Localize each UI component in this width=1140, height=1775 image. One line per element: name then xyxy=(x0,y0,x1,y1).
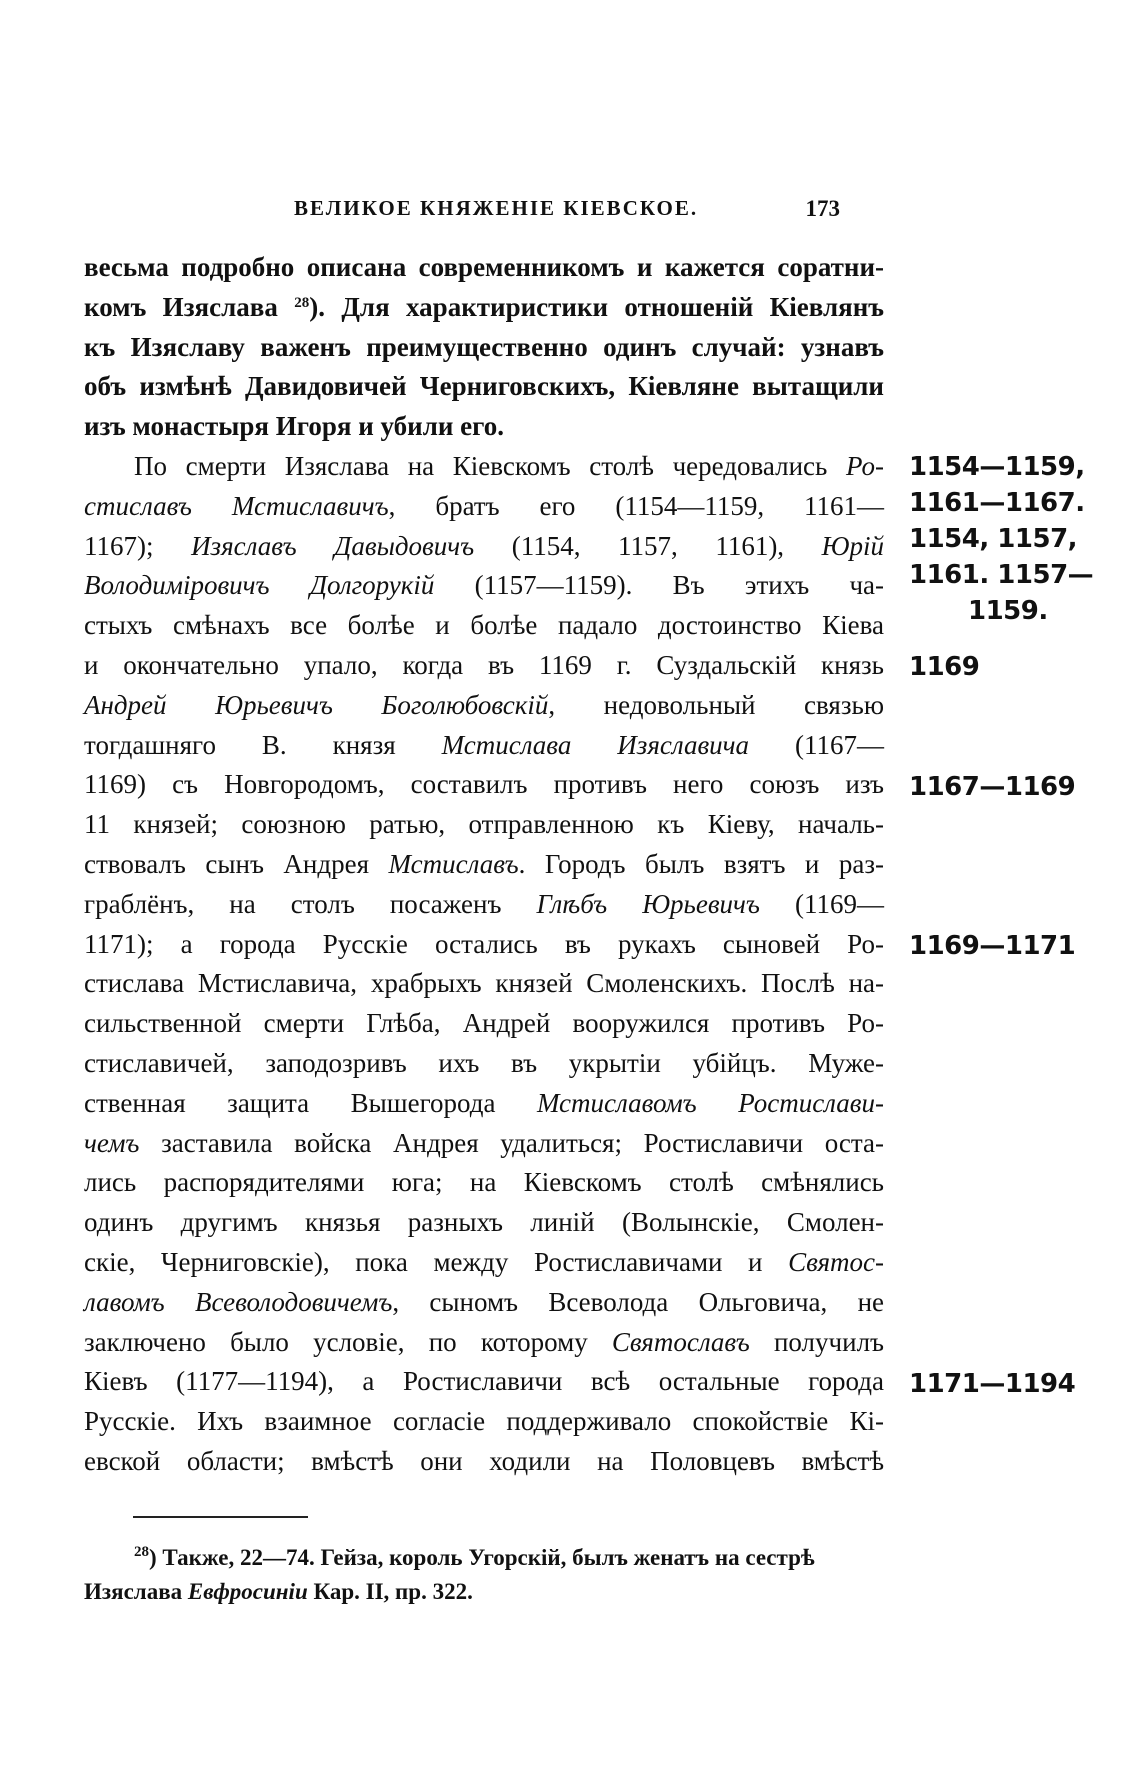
margin-date-note: 1154—1159, xyxy=(909,452,1085,482)
text-line: По смерти Изяслава на Кіевскомъ столѣ чередовались Ро- xyxy=(134,450,884,481)
text-line: стиславъ Мстиславичъ, братъ его (1154—1159, 1161— xyxy=(84,490,885,521)
text-line: комъ Изяслава $^{28}$). Для характиристики отношеній Кіевлянъ xyxy=(84,291,884,322)
footnote-reference: 28 xyxy=(294,294,310,311)
text-line: скіе, Черниговскіе), пока между Ростиславичами и Святос- xyxy=(84,1246,884,1277)
text-line: 1167); Изяславъ Давыдовичъ (1154, 1157, 1161), Юрій xyxy=(84,530,884,561)
margin-date-note: 1169—1171 xyxy=(909,931,1076,961)
text-line: Андрей Юрьевичъ Боголюбовскій, недовольный связью xyxy=(84,689,884,720)
margin-date-note: 1161. 1157— xyxy=(909,560,1094,590)
margin-date-note: 1154, 1157, xyxy=(909,524,1078,554)
text-line: евской области; вмѣстѣ они ходили на Половцевъ вмѣстѣ xyxy=(84,1445,884,1476)
text-line: одинъ другимъ князья разныхъ линій (Волынскіе, Смолен- xyxy=(84,1207,884,1238)
text-line: стыхъ смѣнахъ все болѣе и болѣе падало достоинство Кіева xyxy=(84,610,884,641)
text-line: стислава Мстиславича, храбрыхъ князей Смоленскихъ. Послѣ на- xyxy=(84,968,884,999)
margin-date-note: 1169 xyxy=(909,652,980,682)
text-line: стиславичей, заподозривъ ихъ въ укрытіи убійцъ. Муже- xyxy=(84,1047,884,1078)
text-line: 11 князей; союзною ратью, отправленною къ Кіеву, началь- xyxy=(84,809,884,840)
text-line: ственная защита Вышегорода Мстиславомъ Ростислави- xyxy=(84,1087,884,1118)
margin-date-note: 1167—1169 xyxy=(909,772,1076,802)
text-line: сильственной смерти Глѣба, Андрей вооружился противъ Ро- xyxy=(84,1008,884,1039)
text-line: изъ монастыря Игоря и убили его. xyxy=(84,411,504,442)
text-line: Кіевъ (1177—1194), а Ростиславичи всѣ остальные города xyxy=(84,1366,884,1397)
running-title: ВЕЛИКОЕ КНЯЖЕНІЕ КІЕВСКОЕ. xyxy=(294,196,699,220)
margin-date-note: 1161—1167. xyxy=(909,488,1085,518)
footnote-line: $^{28}$) Также, 22—74. Гейза, король Угорскій, былъ женатъ на сестрѣ xyxy=(134,1544,815,1570)
text-line: къ Изяславу важенъ преимущественно одинъ случай: узнавъ xyxy=(84,331,884,362)
margin-date-note: 1159. xyxy=(968,596,1048,626)
margin-date-note: 1171—1194 xyxy=(909,1369,1076,1399)
footnote-line: Изяслава Евфросиніи Кар. II, пр. 322. xyxy=(84,1579,473,1604)
text-line: весьма подробно описана современникомъ и кажется соратни- xyxy=(84,252,884,282)
text-line: лавомъ Всеволодовичемъ, сыномъ Всеволода Ольговича, не xyxy=(84,1286,885,1317)
text-line: Русскіе. Ихъ взаимное согласіе поддерживало спокойствіе Кі- xyxy=(84,1406,884,1437)
text-line: 1169) съ Новгородомъ, составилъ противъ него союзъ изъ xyxy=(84,769,884,800)
text-line: тогдашняго В. князя Мстислава Изяславича (1167— xyxy=(84,729,884,760)
text-line: заключено было условіе, по которому Святославъ получилъ xyxy=(84,1326,884,1357)
text-line: чемъ заставила войска Андрея удалиться; Ростиславичи оста- xyxy=(84,1127,884,1158)
footnote-mark: 28 xyxy=(134,1544,149,1560)
running-header xyxy=(294,196,840,226)
footnote xyxy=(84,1541,904,1609)
page-number: 173 xyxy=(805,196,840,221)
text-line: объ измѣнѣ Давидовичей Черниговскихъ, Кіевляне вытащили xyxy=(84,371,884,402)
text-line: Володиміровичъ Долгорукій (1157—1159). Въ этихъ ча- xyxy=(84,570,884,601)
text-line: и окончательно упало, когда въ 1169 г. Суздальскій князь xyxy=(84,649,884,680)
text-line: ствовалъ сынъ Андрея Мстиславъ. Городъ былъ взятъ и раз- xyxy=(84,848,884,879)
text-line: 1171); а города Русскіе остались въ рукахъ сыновей Ро- xyxy=(84,928,884,959)
text-line: граблёнъ, на столъ посаженъ Глѣбъ Юрьевичъ (1169— xyxy=(84,888,884,919)
text-line: лись распорядителями юга; на Кіевскомъ столѣ смѣнялись xyxy=(84,1167,884,1198)
footnote-divider xyxy=(133,1516,308,1518)
page-body xyxy=(84,248,884,1482)
